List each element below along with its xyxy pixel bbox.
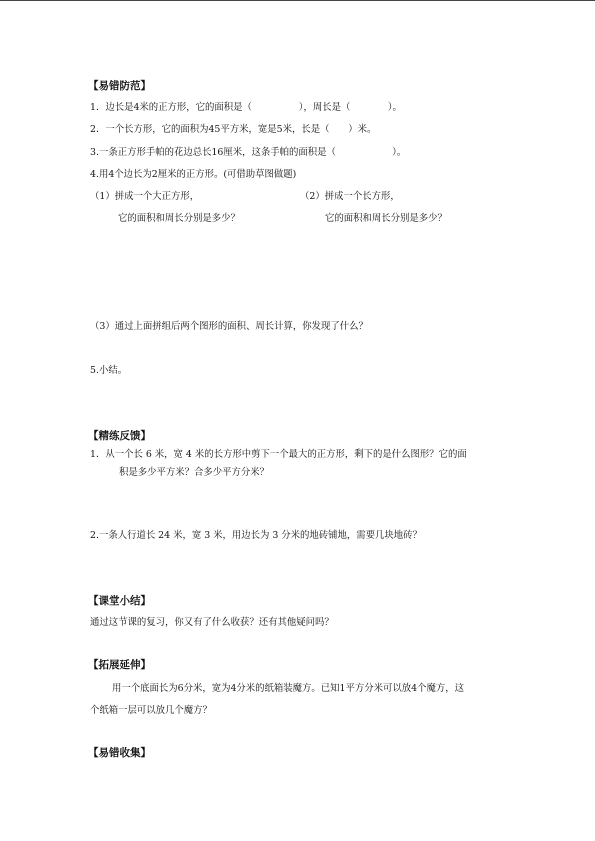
- question-3: 3.一条正方形手帕的花边总长16厘米，这条手帕的面积是（ ）。: [90, 147, 407, 158]
- question-4-part-2-ask: 它的面积和周长分别是多少？: [325, 213, 447, 224]
- heading-error-prevention: 【易错防范】: [88, 80, 151, 92]
- question-5: 5.小结。: [90, 365, 128, 376]
- question-2: 2．一个长方形，它的面积为45平方米，宽是5米，长是（ ）米。: [90, 124, 377, 135]
- practice-question-1-line-2: 积是多少平方米？合多少平方分米？: [119, 467, 270, 478]
- question-4: 4.用4个边长为2厘米的正方形。(可借助草图做题): [90, 169, 297, 180]
- question-4-part-1-ask: 它的面积和周长分别是多少？: [118, 213, 240, 224]
- practice-question-2: 2.一条人行道长 24 米，宽 3 米，用边长为 3 分米的地砖铺地，需要几块地砖？: [90, 530, 422, 541]
- question-4-part-1: （1）拼成一个大正方形，: [90, 191, 200, 202]
- extension-line-1: 用一个底面长为6分米，宽为4分米的纸箱装魔方。已知1平方分米可以放4个魔方，这: [112, 683, 464, 694]
- heading-practice-feedback: 【精练反馈】: [88, 430, 151, 442]
- practice-question-1-line-1: 1．从一个长 6 米，宽 4 米的长方形中剪下一个最大的正方形，剩下的是什么图形？它的面: [90, 449, 467, 460]
- summary-text: 通过这节课的复习，你又有了什么收获？还有其他疑问吗？: [90, 617, 334, 628]
- heading-class-summary: 【课堂小结】: [88, 595, 151, 607]
- question-4-part-2: （2）拼成一个长方形，: [300, 191, 400, 202]
- extension-line-2: 个纸箱一层可以放几个魔方？: [90, 705, 212, 716]
- question-1: 1．边长是4米的正方形，它的面积是（ ），周长是（ ）。: [90, 102, 402, 113]
- header-rule: [0, 0, 595, 1]
- question-4-part-3: （3）通过上面拼组后两个图形的面积、周长计算，你发现了什么？: [90, 321, 368, 332]
- heading-error-collection: 【易错收集】: [88, 747, 151, 759]
- heading-extension: 【拓展延伸】: [88, 659, 151, 671]
